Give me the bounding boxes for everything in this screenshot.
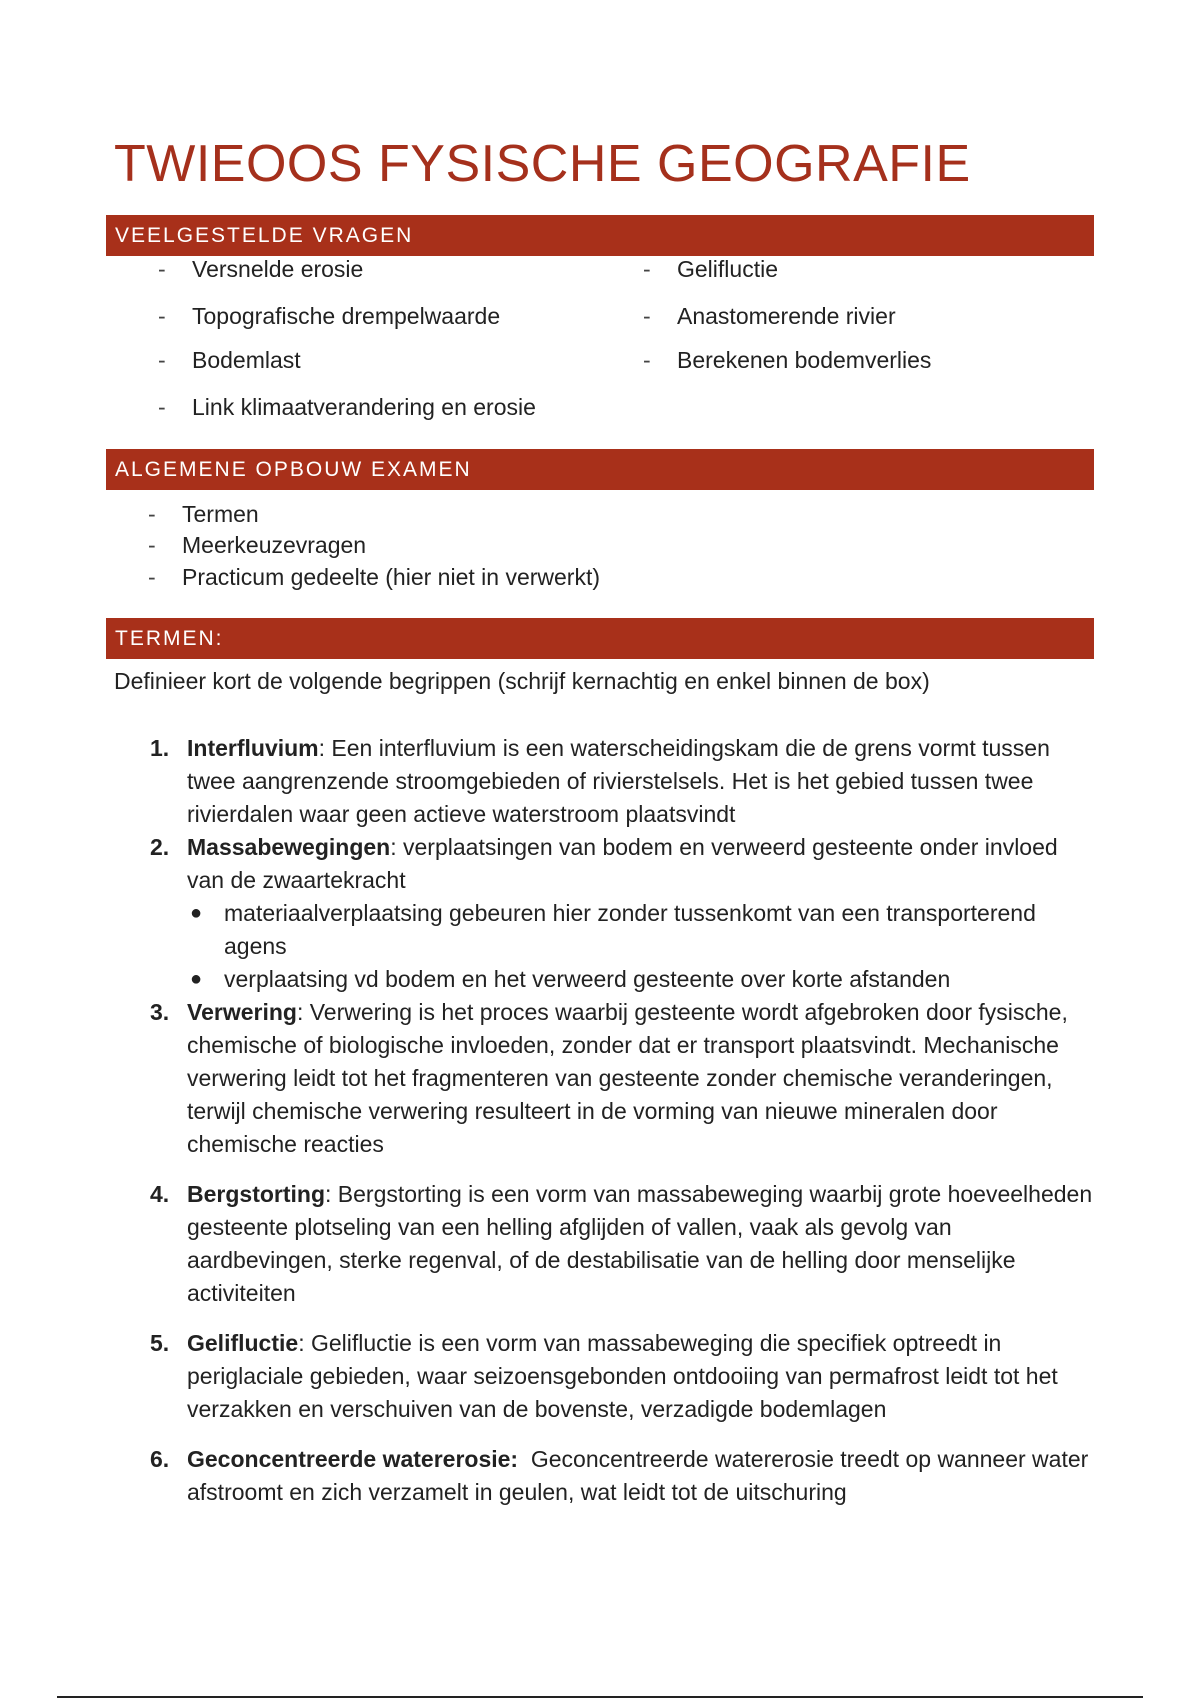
exam-list-item — [148, 501, 259, 528]
bullet-dot-icon: ● — [190, 902, 203, 924]
term-definition: : Een interfluvium is een waterscheidingskam die de grens vormt tussen twee aangrenzende stroomgebieden of rivierstelsels. Het is het gebied tussen twee rivierdalen waar geen actieve waterstroom plaatsvindt — [187, 735, 1050, 827]
term-number: 5. — [150, 1330, 170, 1356]
dash-bullet: - — [158, 347, 166, 373]
term-label: Gelifluctie — [187, 1330, 299, 1356]
term-number: 2. — [150, 834, 170, 860]
term-label: Geconcentreerde watererosie: — [187, 1446, 519, 1472]
exam-list-item — [148, 564, 600, 591]
sub-bullet-item — [187, 897, 1094, 963]
term-definition: : verplaatsingen van bodem en verweerd gesteente onder invloed van de zwaartekracht — [187, 834, 1058, 893]
dash-bullet: - — [158, 303, 166, 329]
faq-list-item — [158, 347, 301, 374]
dash-bullet: - — [148, 532, 156, 558]
bullet-dot-icon: ● — [190, 968, 203, 990]
term-definition: : Bergstorting is een vorm van massabeweging waarbij grote hoeveelheden gesteente plotseling van een helling afglijden of vallen, vaak als gevolg van aardbevingen, sterke regenval, of de destabilisatie van de helling door menselijke activiteiten — [187, 1181, 1093, 1306]
faq-item-text: Berekenen bodemverlies — [677, 347, 932, 373]
sub-bullet-text: materiaalverplaatsing gebeuren hier zonder tussenkomt van een transporterend agens — [224, 900, 1036, 959]
term-label: Bergstorting — [187, 1181, 325, 1207]
exam-list-item — [148, 532, 366, 559]
dash-bullet: - — [148, 564, 156, 590]
term-label: Verwering — [187, 999, 297, 1025]
term-item — [114, 1327, 1094, 1426]
term-item — [114, 1178, 1094, 1310]
faq-item-text: Anastomerende rivier — [677, 303, 896, 329]
term-definition: Geconcentreerde watererosie treedt op wanneer water afstroomt en zich verzamelt in geulen, wat leidt tot de uitschuring — [187, 1446, 1095, 1505]
faq-item-text: Bodemlast — [192, 347, 301, 373]
term-label: Interfluvium — [187, 735, 319, 761]
term-item — [114, 831, 1094, 996]
exam-item-text: Practicum gedeelte (hier niet in verwerkt) — [182, 564, 600, 590]
faq-item-text: Link klimaatverandering en erosie — [192, 394, 536, 420]
term-item — [114, 732, 1094, 831]
terms-section-header: TERMEN: — [106, 618, 1094, 659]
dash-bullet: - — [643, 256, 651, 282]
exam-item-text: Termen — [182, 501, 259, 527]
terms-list — [114, 732, 1094, 1509]
faq-item-text: Versnelde erosie — [192, 256, 364, 282]
exam-section-header: ALGEMENE OPBOUW EXAMEN — [106, 449, 1094, 490]
dash-bullet: - — [158, 256, 166, 282]
exam-item-text: Meerkeuzevragen — [182, 532, 367, 558]
faq-section-header: VEELGESTELDE VRAGEN — [106, 215, 1094, 256]
term-item — [114, 1443, 1094, 1509]
term-sub-bullets — [187, 897, 1094, 996]
term-definition: : Verwering is het proces waarbij gesteente wordt afgebroken door fysische, chemische of biologische invloeden, zonder dat er transport plaatsvindt. Mechanische verwering leidt tot het fragmenteren van gesteente zonder chemische veranderingen, terwijl chemische verwering resulteert in de vorming van nieuwe mineralen door chemische reacties — [187, 999, 1068, 1157]
term-item — [114, 996, 1094, 1161]
term-number: 3. — [150, 999, 170, 1025]
sub-bullet-text: verplaatsing vd bodem en het verweerd gesteente over korte afstanden — [224, 966, 951, 992]
faq-list-item — [643, 303, 896, 330]
faq-list-item — [158, 394, 536, 421]
faq-list-item — [158, 303, 500, 330]
term-number: 6. — [150, 1446, 170, 1472]
faq-list-item — [158, 256, 363, 283]
faq-item-text: Topografische drempelwaarde — [192, 303, 501, 329]
dash-bullet: - — [643, 303, 651, 329]
term-definition: : Gelifluctie is een vorm van massabeweging die specifiek optreedt in periglaciale gebieden, waar seizoensgebonden ontdooiing van permafrost leidt tot het verzakken en verschuiven van de bovenste, verzadigde bodemlagen — [187, 1330, 1058, 1422]
dash-bullet: - — [158, 394, 166, 420]
faq-item-text: Gelifluctie — [677, 256, 778, 282]
term-number: 1. — [150, 735, 170, 761]
dash-bullet: - — [148, 501, 156, 527]
page-title: TWIEOOS FYSISCHE GEOGRAFIE — [114, 135, 971, 193]
faq-list-item — [643, 256, 778, 283]
sub-bullet-item — [187, 963, 1094, 996]
term-number: 4. — [150, 1181, 170, 1207]
terms-instructions: Definieer kort de volgende begrippen (schrijf kernachtig en enkel binnen de box) — [114, 668, 930, 694]
dash-bullet: - — [643, 347, 651, 373]
faq-list-item — [643, 347, 931, 374]
term-label: Massabewegingen — [187, 834, 391, 860]
page-footer-rule — [57, 1696, 1143, 1698]
